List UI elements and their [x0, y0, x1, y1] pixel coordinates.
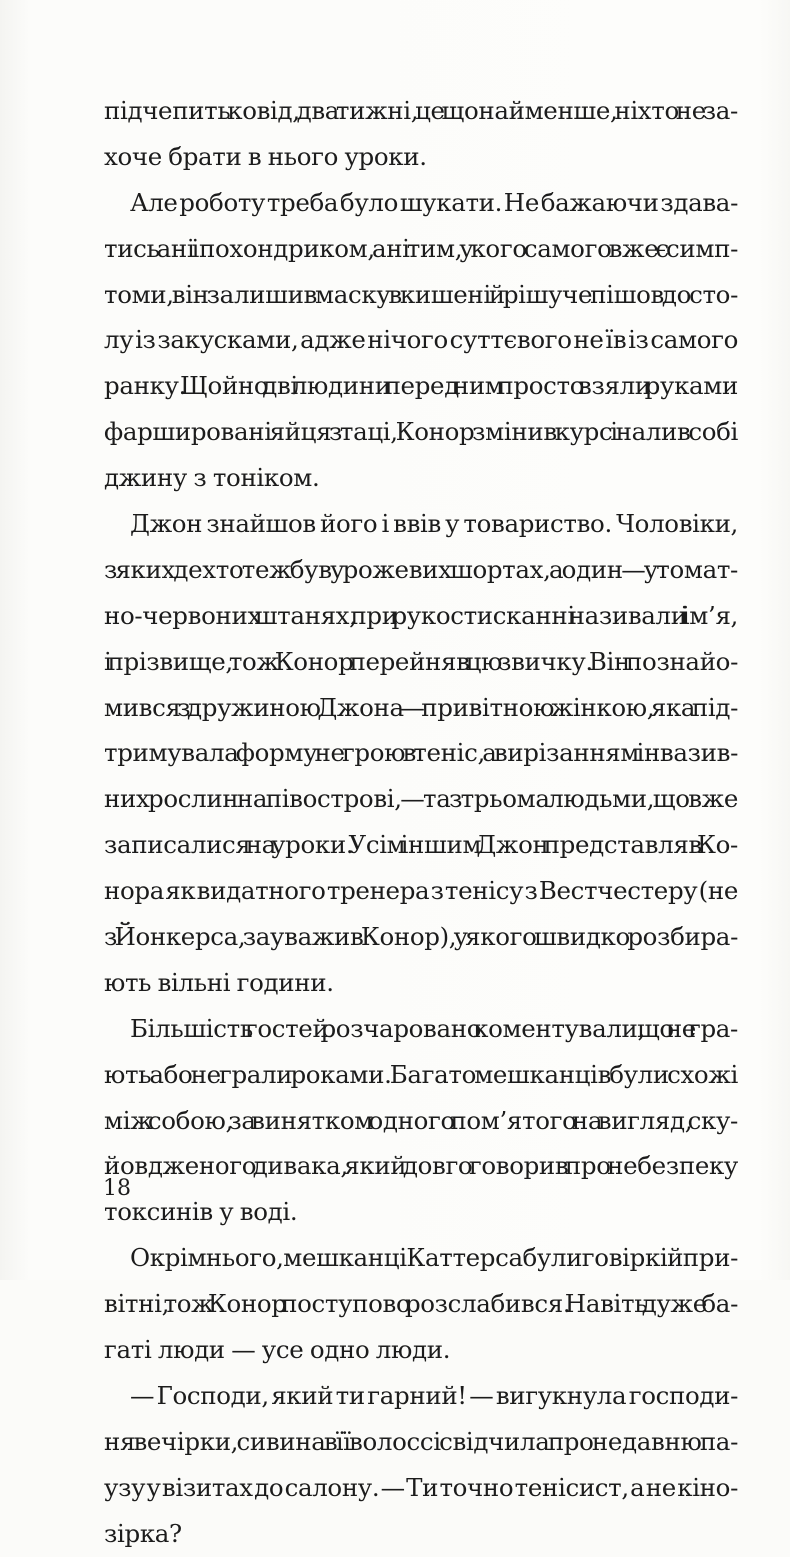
text-line: Але роботу треба було шукати. Не бажаючи здава- — [130, 187, 738, 217]
text-line: зірка? — [104, 1518, 182, 1548]
text-line: гаті люди — усе одно люди. — [104, 1335, 451, 1365]
text-line: підчепить ковід, два тижні, це щонайменше, ніхто не за- — [104, 96, 738, 125]
text-line: ють або не грали роками. Багато мешканців були схожі — [104, 1059, 738, 1089]
text-line: Більшість гостей розчаровано коментували, що не гра- — [130, 1013, 738, 1043]
text-line: нора як видатного тренера з тенісу з Вестчестеру (не — [104, 876, 738, 906]
text-line: вітні, тож Конор поступово розслабився. Навіть дуже ба- — [104, 1289, 738, 1319]
page-number: 18 — [103, 1176, 131, 1201]
text-line: них рослин на півострові, — та з трьома людьми, що вже — [104, 784, 738, 814]
text-line: узу у візитах до салону. — Ти точно тенісист, а не кіно- — [104, 1472, 738, 1502]
text-line: між собою, за винятком одного пом’ятого на вигляд, ску- — [104, 1105, 738, 1135]
text-line: з Йонкерса, зауважив Конор), у якого швидко розбира- — [104, 922, 738, 952]
text-line: хоче брати в нього уроки. — [104, 141, 427, 171]
text-line: фаршировані яйця з таці, Конор змінив курс і налив собі — [104, 417, 738, 447]
text-line: йовдженого дивака, який довго говорив про небезпеку — [104, 1151, 738, 1181]
text-line: но-червоних штанях, при рукостисканні називали і ім’я, — [104, 600, 738, 630]
text-line: записалися на уроки. Усім іншим Джон представляв Ко- — [104, 830, 738, 860]
text-line: ють вільні години. — [104, 967, 334, 997]
text-line: тись ані іпохондриком, ані тим, у кого самого вже є симп- — [104, 233, 738, 263]
text-line: лу із закусками, адже нічого суттєвого не їв із самого — [104, 325, 738, 355]
text-line: томи, він залишив маску в кишені й рішуче пішов до сто- — [104, 279, 738, 309]
text-line: Джон знайшов його і ввів у товариство. Чоловіки, — [130, 509, 738, 539]
text-line: з яких дехто теж був у рожевих шортах, а один — у томат- — [104, 554, 738, 584]
body-text — [104, 88, 738, 1557]
text-line: ня вечірки, сивина в її волоссі свідчила про недавню па- — [104, 1426, 738, 1456]
text-line: Окрім нього, мешканці Каттерса були говіркі й при- — [130, 1243, 738, 1273]
text-line: джину з тоніком. — [104, 463, 320, 493]
text-line: — Господи, який ти гарний! — вигукнула господи- — [130, 1380, 738, 1410]
text-line: ранку. Щойно дві людини перед ним просто взяли руками — [104, 371, 738, 401]
text-line: мився з дружиною Джона — привітною жінкою, яка під- — [104, 692, 738, 722]
text-line: і прізвище, тож Конор перейняв цю звичку. Він познайо- — [104, 646, 738, 676]
text-line: токсинів у воді. — [104, 1197, 298, 1227]
text-line: тримувала форму не грою в теніс, а вирізанням інвазив- — [104, 738, 738, 768]
